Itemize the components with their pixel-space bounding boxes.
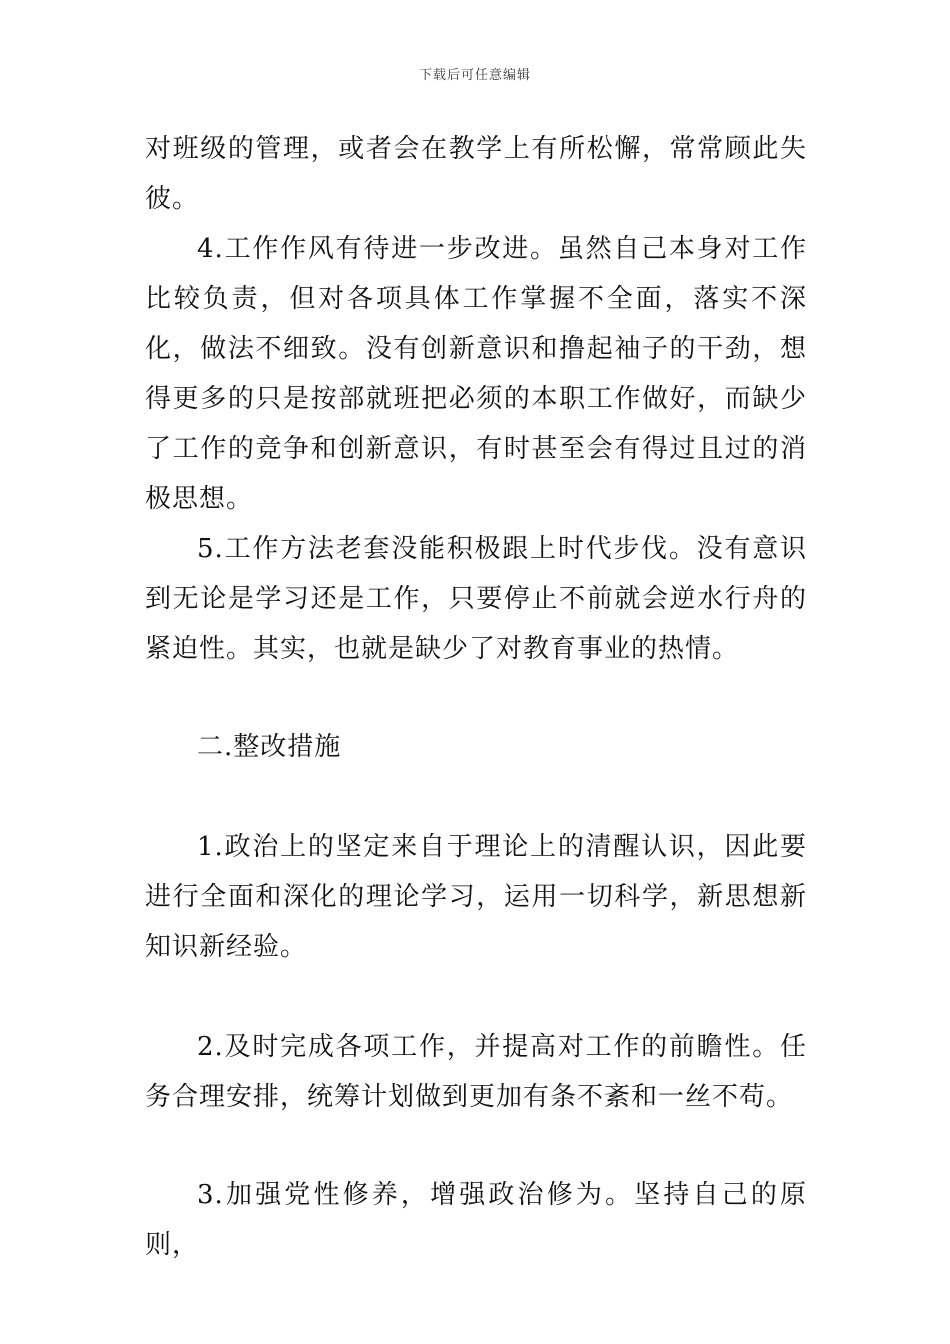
page-header: 下载后可任意编辑 [418,68,531,83]
paragraph-measure-1: 1.政治上的坚定来自于理论上的清醒认识，因此要进行全面和深化的理论学习，运用一切科学，新思想新知识新经验。 [145,832,807,962]
paragraph-item-4: 4.工作作风有待进一步改进。虽然自己本身对工作比较负责，但对各项具体工作掌握不全面，落实不深化，做法不细致。没有创新意识和撸起袖子的干劲，想得更多的只是按部就班把必须的本职工作做好，而缺少了工作的竞争和创新意识，有时甚至会有得过且过的消极思想。 [145,234,807,514]
section-heading-measures: 二.整改措施 [197,732,342,762]
paragraph-measure-2: 2.及时完成各项工作，并提高对工作的前瞻性。任务合理安排，统筹计划做到更加有条不紊和一丝不苟。 [145,1032,807,1112]
paragraph-continuation: 对班级的管理，或者会在教学上有所松懈，常常顾此失彼。 [145,134,807,214]
paragraph-item-5: 5.工作方法老套没能积极跟上时代步伐。没有意识到无论是学习还是工作，只要停止不前就会逆水行舟的紧迫性。其实，也就是缺少了对教育事业的热情。 [145,534,807,664]
paragraph-measure-3: 3.加强党性修养，增强政治修为。坚持自己的原则， [145,1180,807,1260]
